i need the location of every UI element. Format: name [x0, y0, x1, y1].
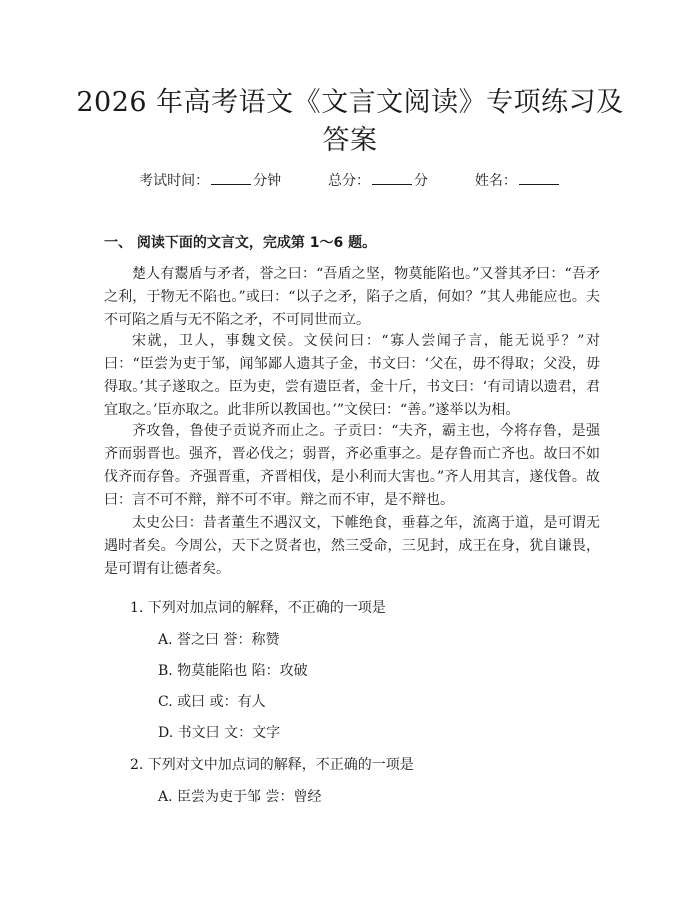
- question-1-option-c: C. 或曰 或：有人: [158, 694, 266, 710]
- passage-paragraph-3: 齐攻鲁，鲁使子贡说齐而止之。子贡曰：“夫齐，霸主也，今将存鲁，是强齐而弱晋也。强齐，晋必伐之；弱晋，齐必重事之。是存鲁而亡齐也。故曰不如伐齐而存鲁。齐强晋重，齐晋相伐，是小利而大害也。”齐人用其言，遂伐鲁。故曰：言不可不辩，辩不可不审。辩之而不审，是不辩也。: [104, 423, 600, 508]
- passage-paragraph-1: 楚人有鬻盾与矛者，誉之曰：“吾盾之坚，物莫能陷也。”又誉其矛曰：“吾矛之利，于物无不陷也。”或曰：“以子之矛，陷子之盾，何如？”其人弗能应也。夫不可陷之盾与无不陷之矛，不可同世而立。: [104, 266, 600, 328]
- question-1-option-b: B. 物莫能陷也 陷：攻破: [158, 663, 308, 679]
- exam-info-line: [0, 170, 700, 190]
- section-heading: 一、 阅读下面的文言文，完成第 1～6 题。: [104, 235, 377, 251]
- question-1-option-a: A. 誉之曰 誉：称赞: [158, 632, 280, 648]
- question-1-stem: 1. 下列对加点词的解释，不正确的一项是: [130, 600, 386, 616]
- document-title-line1: 2026 年高考语文《文言文阅读》专项练习及: [76, 87, 624, 118]
- time-label: 考试时间：: [139, 173, 210, 189]
- question-1-option-d: D. 书文曰 文：文字: [158, 725, 281, 741]
- question-2-stem: 2. 下列对文中加点词的解释，不正确的一项是: [130, 757, 414, 773]
- time-unit: 分钟: [253, 173, 282, 189]
- name-blank: [519, 172, 559, 185]
- score-blank: [372, 172, 412, 185]
- name-label: 姓名：: [474, 173, 517, 189]
- document-title-line2: 答案: [322, 125, 378, 156]
- passage-paragraph-2: 宋就，卫人，事魏文侯。文侯问曰：“寡人尝闻子言，能无说乎？”对曰：“臣尝为吏于邹，闻邹鄙人遗其子金，书文曰：‘父在，毋不得取；父没，毋得取。’其子遂取之。臣为吏，尝有遗臣者，金十斤，书文曰：‘有司请以遗君，君宜取之。’臣亦取之。此非所以教国也。’”文侯曰：“善。”遂举以为相。: [104, 333, 600, 418]
- time-blank: [211, 172, 251, 185]
- question-2-option-a: A. 臣尝为吏于邹 尝：曾经: [158, 789, 322, 805]
- passage-paragraph-4: 太史公曰：昔者董生不遇汉文，下帷绝食，垂暮之年，流离于道，是可谓无遇时者矣。今周公，天下之贤者也，然三受命，三见封，成王在身，犹自谦畏，是可谓有让德者矣。: [104, 515, 600, 577]
- score-label: 总分：: [328, 173, 370, 189]
- score-unit: 分: [414, 173, 428, 189]
